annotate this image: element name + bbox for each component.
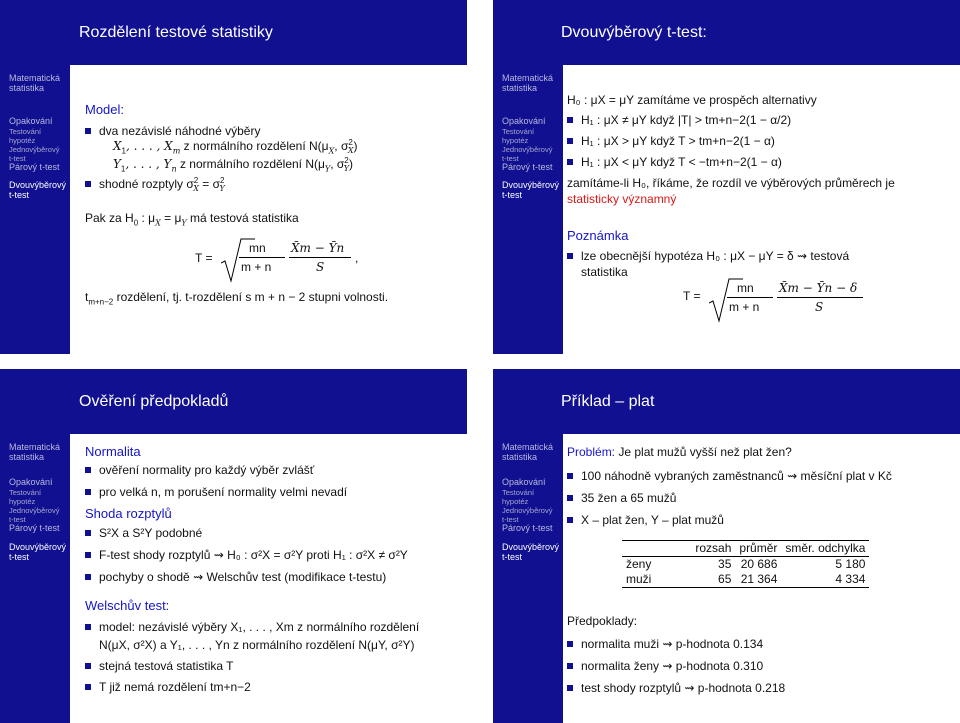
sidebar-nav xyxy=(0,65,70,354)
block-title-poznamka: Poznámka xyxy=(567,228,629,243)
slide-body xyxy=(85,65,461,354)
slide-header xyxy=(0,0,467,65)
bullet: dva nezávislé náhodné výběry xyxy=(85,124,260,139)
table-row: ženy 35 20 686 5 180 xyxy=(626,557,866,571)
bullet: F-test shody rozptylů ⇝ H₀ : σ²X = σ²Y proti H₁ : σ²X ≠ σ²Y xyxy=(85,548,408,563)
slide-title: Ověření předpokladů xyxy=(79,393,229,410)
slide-priklad-plat xyxy=(493,369,960,723)
sidebar-nav xyxy=(0,434,70,723)
bullet: stejná testová statistika T xyxy=(85,659,234,674)
bullet: 100 náhodně vybraných zaměstnanců ⇝ měsíční plat v Kč xyxy=(567,469,892,484)
block-title-normalita: Normalita xyxy=(85,444,141,459)
bullet: normalita muži ⇝ p-hodnota 0.134 xyxy=(567,637,763,652)
sidebar-item-parovy[interactable]: Párový t-test xyxy=(502,162,553,172)
slide-overeni-predpokladu xyxy=(0,369,467,723)
slide-body xyxy=(567,434,954,723)
significance-text: statisticky významný xyxy=(567,192,677,206)
pak-line: Pak za $H_0$ : $\mu_X = \mu_Y$ má testová statistika xyxy=(85,211,299,228)
block-title-model: Model: xyxy=(85,102,125,117)
model-line-y: $Y_1$, . . . , $Y_n$ z normálního rozdělení $N(\mu_Y$, $\sigma^2_Y$) xyxy=(113,156,354,174)
sidebar-item-parovy[interactable]: Párový t-test xyxy=(9,523,60,533)
sidebar-item-opakovani[interactable]: Opakování xyxy=(502,116,546,126)
sidebar-nav xyxy=(493,434,563,723)
sidebar-subitem-testovani[interactable]: Testování hypotéz Jednovýběrový t-test xyxy=(9,488,60,524)
note-bullet: lze obecnější hypotéza H₀ : μX − μY = δ ⇝ testová xyxy=(567,249,849,264)
bullet: 35 žen a 65 mužů xyxy=(567,491,676,506)
model-line-x: $X_1$, . . . , $X_m$ z normálního rozdělení $N(\mu_X$, $\sigma^2_X$) xyxy=(113,138,358,156)
sidebar-item-dvouvyberovy[interactable]: Dvouvýběrový t-test xyxy=(502,542,560,562)
block-title-shoda: Shoda rozptylů xyxy=(85,506,172,521)
slide-header xyxy=(0,369,467,434)
salary-table xyxy=(622,540,869,588)
alternative: H₁ : μX ≠ μY když |T| > tm+n−2(1 − α/2) xyxy=(567,113,791,128)
slide-header xyxy=(493,0,960,65)
bullet-cont: N(μX, σ²X) a Y₁, . . . , Yn z normálního rozdělení N(μY, σ²Y) xyxy=(99,638,415,652)
slide-title: Rozdělení testové statistiky xyxy=(79,24,273,41)
slide-header xyxy=(493,369,960,434)
bullet: model: nezávislé výběry X₁, . . . , Xm z normálního rozdělení xyxy=(85,620,419,635)
sidebar-subitem-testovani[interactable]: Testování hypotéz Jednovýběrový t-test xyxy=(502,127,553,163)
slide-body xyxy=(85,434,461,723)
sidebar-course[interactable]: Matematická statistika xyxy=(502,442,554,462)
sidebar-subitem-testovani[interactable]: Testování hypotéz Jednovýběrový t-test xyxy=(502,488,553,524)
table-row: muži 65 21 364 4 334 xyxy=(626,572,866,586)
sidebar-item-opakovani[interactable]: Opakování xyxy=(9,116,53,126)
sidebar-item-dvouvyberovy[interactable]: Dvouvýběrový t-test xyxy=(9,180,67,200)
bullet: normalita ženy ⇝ p-hodnota 0.310 xyxy=(567,659,763,674)
bullet: S²X a S²Y podobné xyxy=(85,526,202,541)
table-header: směr. odchylka xyxy=(781,541,869,557)
sidebar-item-parovy[interactable]: Párový t-test xyxy=(502,523,553,533)
table-header xyxy=(622,541,655,557)
h0-line: H₀ : μX = μY zamítáme ve prospěch alternativy xyxy=(567,93,817,107)
bullet: test shody rozptylů ⇝ p-hodnota 0.218 xyxy=(567,681,785,696)
alternative: H₁ : μX > μY když T > tm+n−2(1 − α) xyxy=(567,134,775,149)
sidebar-course[interactable]: Matematická statistika xyxy=(9,73,61,93)
sidebar-subitem-testovani[interactable]: Testování hypotéz Jednovýběrový t-test xyxy=(9,127,60,163)
sidebar-item-parovy[interactable]: Párový t-test xyxy=(9,162,60,172)
sidebar-item-dvouvyberovy[interactable]: Dvouvýběrový t-test xyxy=(9,542,67,562)
bullet: pochyby o shodě ⇝ Welschův test (modifikace t-testu) xyxy=(85,570,386,585)
sidebar-course[interactable]: Matematická statistika xyxy=(9,442,61,462)
note-cont: statistika xyxy=(581,265,628,279)
sidebar-item-opakovani[interactable]: Opakování xyxy=(9,477,53,487)
dist-line: $t_{m+n-2}$ rozdělení, tj. t-rozdělení s m + n − 2 stupni volnosti. xyxy=(85,290,389,307)
sidebar-item-dvouvyberovy[interactable]: Dvouvýběrový t-test xyxy=(502,180,560,200)
formula-t-delta: T = mn m + n X̄m − Ȳn − δ S xyxy=(683,277,943,325)
slide-dvouvyberovy-ttest xyxy=(493,0,960,354)
problem-line: Problém: Je plat mužů vyšší než plat žen? xyxy=(567,445,792,459)
formula-t: T = mn m + n X̄m − Ȳn S , xyxy=(195,237,455,285)
sidebar-item-opakovani[interactable]: Opakování xyxy=(502,477,546,487)
table-header: průměr xyxy=(735,541,781,557)
bullet: X – plat žen, Y – plat mužů xyxy=(567,513,724,528)
assumptions-label: Předpoklady: xyxy=(567,614,638,628)
slide-body xyxy=(567,65,954,354)
slide-title: Dvouvýběrový t-test: xyxy=(561,24,707,41)
table-header: rozsah xyxy=(655,541,735,557)
alternative: H₁ : μX < μY když T < −tm+n−2(1 − α) xyxy=(567,155,782,170)
bullet: ověření normality pro každý výběr zvlášť xyxy=(85,463,314,478)
bullet: shodné rozptyly $\sigma^2_X = \sigma^2_Y$ xyxy=(85,177,225,192)
slide-rozdeleni xyxy=(0,0,467,354)
sidebar-nav xyxy=(493,65,563,354)
sidebar-course[interactable]: Matematická statistika xyxy=(502,73,554,93)
bullet: T již nemá rozdělení tm+n−2 xyxy=(85,680,251,695)
bullet: pro velká n, m porušení normality velmi nevadí xyxy=(85,485,347,500)
rejection-text: zamítáme-li H₀, říkáme, že rozdíl ve výběrových průměrech je xyxy=(567,176,895,190)
block-title-welsch: Welschův test: xyxy=(85,598,170,613)
slide-title: Příklad – plat xyxy=(561,393,655,410)
